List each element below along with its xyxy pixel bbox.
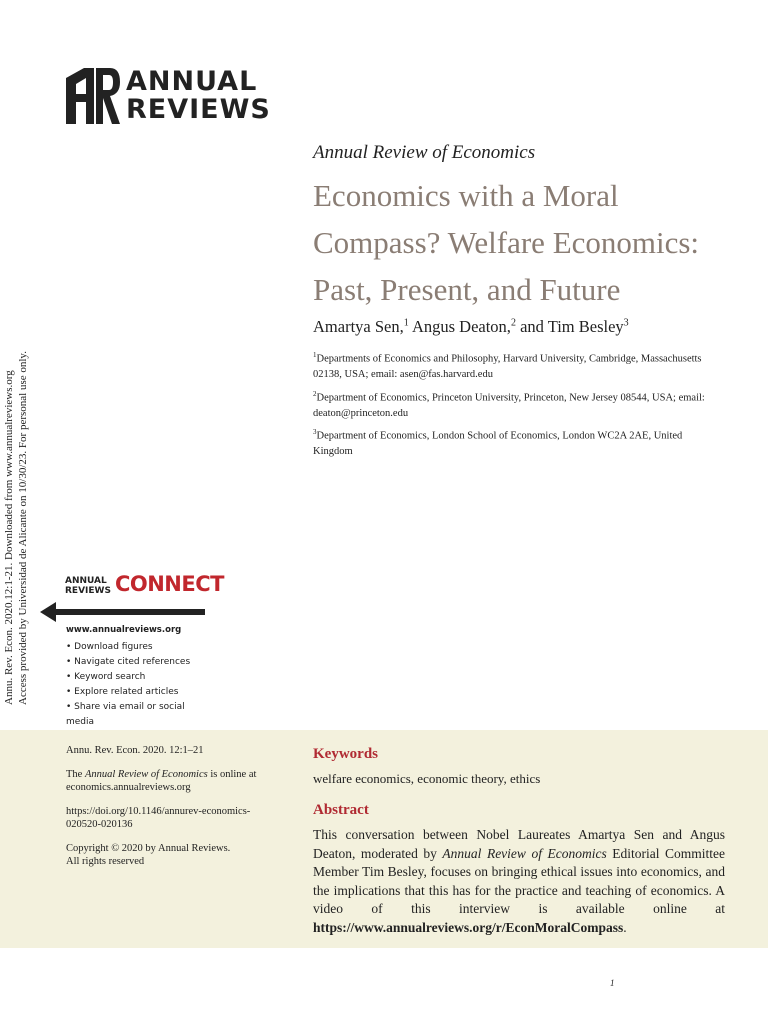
affiliation-2-num: 2 xyxy=(313,389,317,398)
connect-item-keyword-search: • Keyword search xyxy=(66,670,205,685)
article-metadata xyxy=(66,744,266,879)
copyright-line: Copyright © 2020 by Annual Reviews. xyxy=(66,842,231,854)
citation: Annu. Rev. Econ. 2020. 12:1–21 xyxy=(66,745,204,756)
author-deaton: Angus Deaton, xyxy=(408,317,511,336)
abstract-journal: Annual Review of Economics xyxy=(442,845,607,861)
arrow-left-icon xyxy=(40,602,205,622)
connect-item-explore-articles: • Explore related articles xyxy=(66,685,205,700)
abstract-end: . xyxy=(623,919,627,935)
connect-item-share: • Share via email or social media xyxy=(66,700,205,730)
abstract-part1: This conversation between Nobel Laureates Amartya Sen and Angus Deaton, moderated by xyxy=(313,827,725,861)
logo-word-reviews: REVIEWS xyxy=(126,94,271,125)
abstract-text xyxy=(313,826,725,937)
annual-reviews-logo xyxy=(66,68,271,124)
affiliation-3-text: Department of Economics, London School of Economics, London WC2A 2AE, United Kingdom xyxy=(313,430,683,457)
doi-link[interactable]: https://doi.org/10.1146/annurev-economics-020520-020136 xyxy=(66,805,251,830)
copyright xyxy=(66,842,266,869)
affiliations xyxy=(313,348,713,464)
affiliation-2 xyxy=(313,387,713,422)
connect-title: CONNECT xyxy=(114,572,224,596)
author-line xyxy=(313,317,629,337)
author-besley-sup: 3 xyxy=(623,317,629,329)
download-notice xyxy=(2,310,32,705)
affiliation-1 xyxy=(313,348,713,383)
connect-small-annual: ANNUAL xyxy=(65,576,107,586)
connect-url[interactable]: www.annualreviews.org xyxy=(66,625,182,635)
journal-name: Annual Review of Economics xyxy=(313,142,536,163)
author-sen-sup: 1 xyxy=(403,317,409,329)
page-number: 1 xyxy=(610,978,615,988)
affiliation-3 xyxy=(313,425,713,460)
connect-item-download-figures: • Download figures xyxy=(66,640,205,655)
logo-word-annual: ANNUAL xyxy=(126,66,258,97)
online-journal: Annual Review of Economics xyxy=(84,768,208,780)
author-besley: and Tim Besley xyxy=(515,317,624,336)
abstract-part2: Editorial Committee Member Tim Besley, focuses on bringing ethical issues into economics, and the implications that this has for the practice and teaching of economics. A video of this interview is available online at xyxy=(313,845,725,916)
affiliation-2-text: Department of Economics, Princeton University, Princeton, New Jersey 08544, USA; email: deaton@princeton.edu xyxy=(313,392,705,419)
download-notice-line1: Annu. Rev. Econ. 2020.12:1-21. Downloaded from www.annualreviews.org xyxy=(3,370,15,705)
download-notice-line2: Access provided by Universidad de Alicante on 10/30/23. For personal use only. xyxy=(17,351,29,705)
rights-line: All rights reserved xyxy=(66,856,145,867)
affiliation-1-num: 1 xyxy=(313,351,317,359)
keywords-heading: Keywords xyxy=(313,746,378,762)
connect-small-reviews: REVIEWS xyxy=(65,586,111,596)
online-pre: The xyxy=(66,768,85,780)
online-post: is online at economics.annualreviews.org xyxy=(66,768,257,793)
abstract-heading: Abstract xyxy=(313,802,369,818)
author-deaton-sup: 2 xyxy=(510,317,516,329)
ar-logo-mark-icon xyxy=(66,68,120,124)
connect-item-navigate-references: • Navigate cited references xyxy=(66,655,205,670)
annual-reviews-connect-box[interactable] xyxy=(40,572,224,727)
abstract-video-link[interactable]: https://www.annualreviews.org/r/EconMoralCompass xyxy=(313,919,624,935)
online-availability xyxy=(66,768,266,795)
author-sen: Amartya Sen, xyxy=(313,317,404,336)
article-title: Economics with a Moral Compass? Welfare Economics: Past, Present, and Future xyxy=(313,178,700,307)
keywords-text: welfare economics, economic theory, ethics xyxy=(313,771,541,786)
connect-feature-list xyxy=(66,640,205,730)
affiliation-3-num: 3 xyxy=(313,428,317,436)
affiliation-1-text: Departments of Economics and Philosophy, Harvard University, Cambridge, Massachusetts 02138, USA; email: asen@fas.harvard.edu xyxy=(313,353,702,380)
